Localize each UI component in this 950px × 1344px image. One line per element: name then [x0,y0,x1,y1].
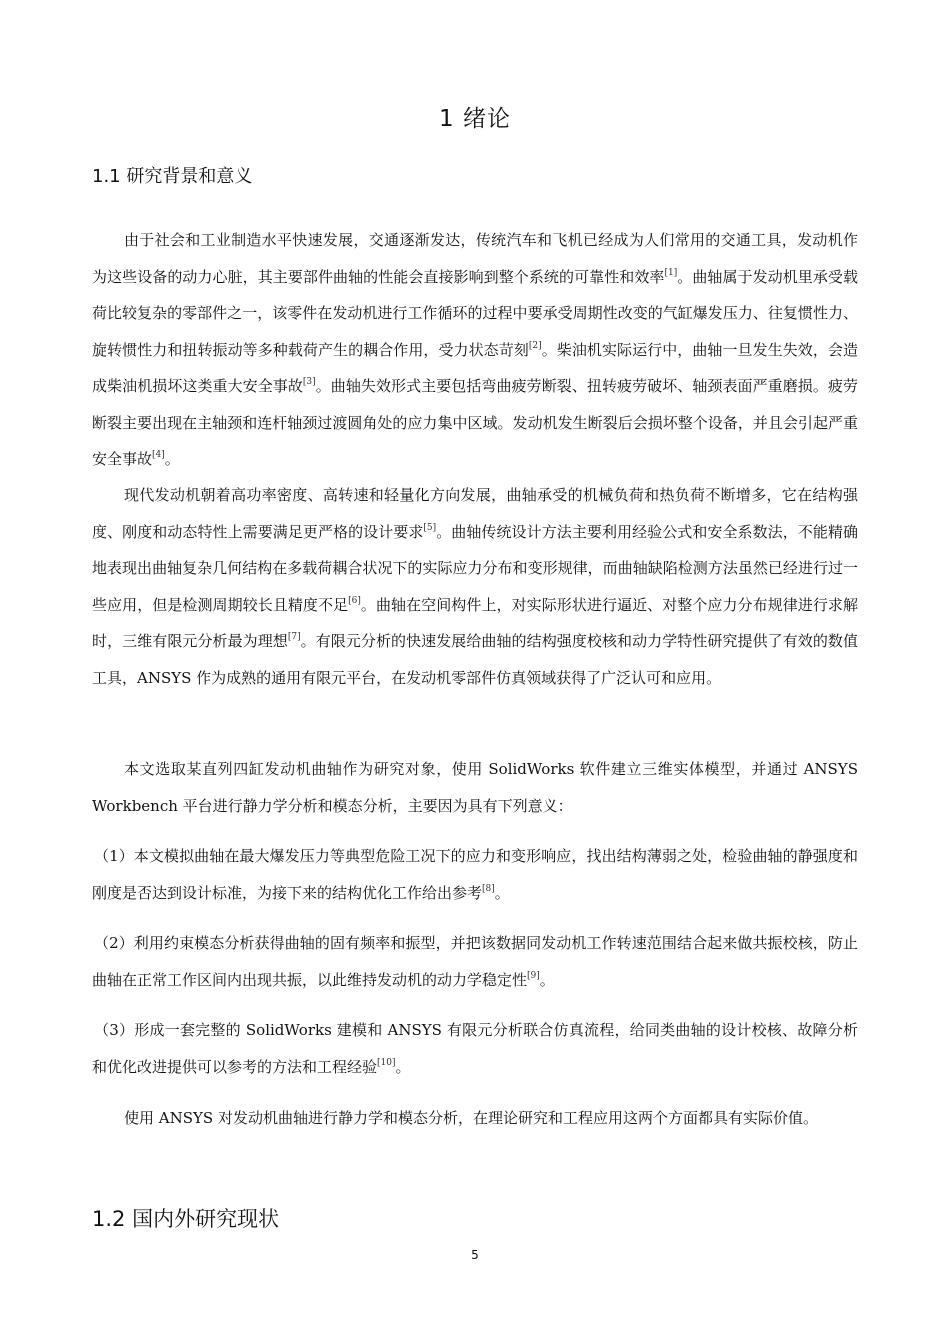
citation-ref: [6] [348,595,361,606]
citation-ref: [2] [528,340,542,351]
text-run: （2）利用约束模态分析获得曲轴的固有频率和振型，并把该数据同发动机工作转速范围结合起来做共振校核，防止曲轴在正常工作区间内出现共振，以此维持发动机的动力学稳定性 [92,934,858,989]
paragraph-modern-engines [92,477,858,696]
citation-ref: [7] [287,632,301,642]
chapter-title: 1 绪论 [439,106,511,132]
citation-ref: [1] [664,267,678,278]
page-number: 5 [471,1248,479,1262]
text-run: 。曲轴在空间构件上，对实际形状进行逼近、对整个应力分布规律进行求解时，三维有限元分析最为理想 [92,595,858,650]
text-run: （1）本文模拟曲轴在最大爆发压力等典型危险工况下的应力和变形响应，找出结构薄弱之处，检验曲轴的静强度和刚度是否达到设计标准，为接下来的结构优化工作给出参考 [92,847,858,902]
citation-ref: [10] [377,1057,396,1068]
citation-ref: [9] [527,970,540,981]
text-run: 。 [164,450,180,468]
citation-ref: [8] [482,883,495,894]
text-run: 。柴油机实际运行中，曲轴一旦发生失效，会造成柴油机损坏这类重大安全事故 [92,340,858,395]
text-run: 。有限元分析的快速发展给曲轴的结构强度校核和动力学特性研究提供了有效的数值工具，ANSYS 作为成熟的通用有限元平台，在发动机零部件仿真领域获得了广泛认可和应用。 [92,632,858,687]
list-item-3 [92,1012,858,1085]
list-item-2 [92,925,858,998]
citation-ref: [5] [423,522,437,533]
text-run: （3）形成一套完整的 SolidWorks 建模和 ANSYS 有限元分析联合仿真流程，给同类曲轴的设计校核、故障分析和优化改进提供可以参考的方法和工程经验 [92,1021,858,1076]
text-run: 。曲轴失效形式主要包括弯曲疲劳断裂、扭转疲劳破坏、轴颈表面严重磨损。疲劳断裂主要出现在主轴颈和连杆轴颈过渡圆角处的应力集中区域。发动机发生断裂后会损坏整个设备，并且会引起严重安全事故 [92,377,858,468]
citation-ref: [4] [152,450,165,460]
section-heading-1-1: 1.1 研究背景和意义 [92,166,253,187]
text-run: 。曲轴传统设计方法主要利用经验公式和安全系数法，不能精确地表现出曲轴复杂几何结构在多载荷耦合状况下的实际应力分布和变形规律，而曲轴缺陷检测方法虽然已经进行过一些应用，但是检测周期较长且精度不足 [92,522,858,614]
text-run: 。曲轴属于发动机里承受载荷比较复杂的零部件之一，该零件在发动机进行工作循环的过程中要承受周期性改变的气缸爆发压力、往复惯性力、旋转惯性力和扭转振动等多种载荷产生的耦合作用，受力状态苛刻 [92,267,858,359]
paragraph-conclusion: 使用 ANSYS 对发动机曲轴进行静力学和模态分析，在理论研究和工程应用这两个方面都具有实际价值。 [124,1109,818,1127]
text-run: 现代发动机朝着高功率密度、高转速和轻量化方向发展，曲轴承受的机械负荷和热负荷不断增多，它在结构强度、刚度和动态特性上需要满足更严格的设计要求 [92,486,858,541]
citation-ref: [3] [302,377,316,387]
text-run: 由于社会和工业制造水平快速发展，交通逐渐发达，传统汽车和飞机已经成为人们常用的交通工具，发动机作为这些设备的动力心脏，其主要部件曲轴的性能会直接影响到整个系统的可靠性和效率 [92,231,858,286]
text-run: 。 [494,883,510,902]
section-heading-1-2: 1.2 国内外研究现状 [92,1207,280,1231]
paragraph-research-object: 本文选取某直列四缸发动机曲轴作为研究对象，使用 SolidWorks 软件建立三维实体模型，并通过 ANSYS Workbench 平台进行静力学分析和模态分析，主要因为具有下列意义： [92,760,858,815]
text-run: 。 [539,970,555,989]
list-item-1 [92,838,858,911]
text-run: 。 [395,1057,411,1076]
paragraph-background [92,222,858,478]
